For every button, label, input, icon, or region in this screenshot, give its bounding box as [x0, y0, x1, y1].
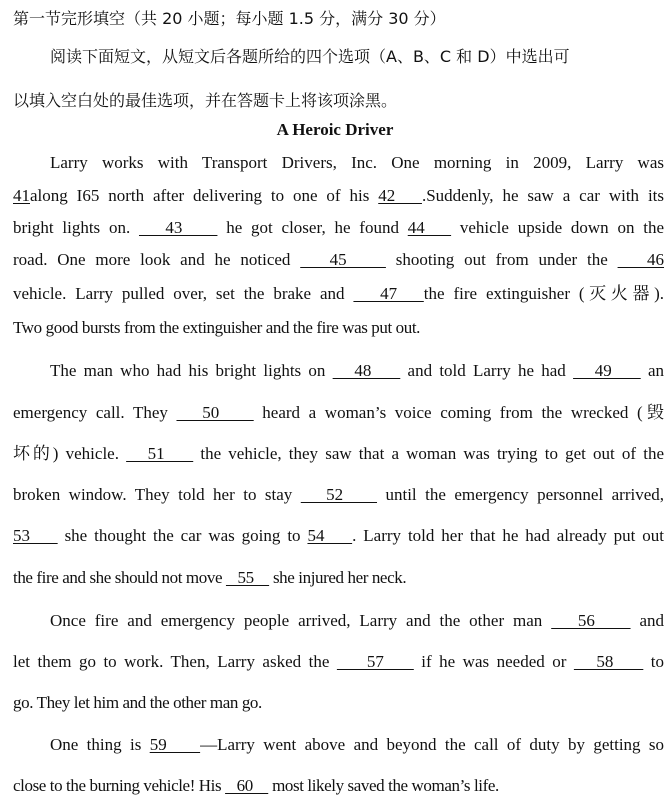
blank-48: 48 — [332, 361, 401, 380]
text: One thing is — [50, 735, 150, 754]
blank-56: 56 — [551, 611, 631, 630]
blank-49: 49 — [573, 361, 641, 380]
text: go. They let him and the other man go. — [13, 693, 262, 712]
p2-line-3 — [13, 443, 664, 465]
blank-43: 43 — [138, 218, 218, 237]
text: and told Larry he had — [400, 361, 574, 380]
text: and — [630, 611, 664, 630]
p3-line-2 — [13, 651, 664, 673]
text: the vehicle, they saw that a woman was trying to get out of the — [193, 444, 664, 463]
blank-60: 60 — [225, 776, 269, 795]
text: close to the burning vehicle! His — [13, 776, 226, 795]
text: until the emergency personnel arrived, — [377, 485, 665, 504]
p1-line-3 — [13, 217, 664, 239]
text: if he was needed or — [413, 652, 574, 671]
blank-53: 53 — [13, 526, 58, 545]
text: most likely saved the woman’s life. — [268, 776, 499, 795]
blank-52: 52 — [300, 485, 378, 504]
blank-47: 47 — [353, 284, 424, 303]
text: the fire and she should not move — [13, 568, 226, 587]
text: an — [640, 361, 665, 380]
text: Two good bursts from the extinguisher and the fire was put out. — [13, 318, 421, 337]
text: vehicle upside down on the — [451, 218, 664, 237]
instructions-line-1: 阅读下面短文，从短文后各题所给的四个选项（A、B、C 和 D）中选出可 — [50, 47, 570, 66]
section-header: 第一节完形填空（共 20 小题；每小题 1.5 分，满分 30 分） — [13, 9, 446, 28]
text: he got closer, he found — [217, 218, 408, 237]
blank-46: 46 — [617, 250, 665, 269]
text: vehicle. Larry pulled over, set the brake and — [13, 284, 354, 303]
blank-41: 41 — [13, 186, 30, 205]
p2-line-5 — [13, 525, 664, 547]
p4-line-1 — [50, 734, 664, 756]
text: heard a woman’s voice coming from the wrecked (毁 — [253, 403, 665, 422]
text: emergency call. They — [13, 403, 177, 422]
p4-line-2 — [13, 775, 499, 797]
p2-line-6 — [13, 567, 406, 589]
blank-58: 58 — [573, 652, 644, 671]
instructions-line-2: 以填入空白处的最佳选项，并在答题卡上将该项涂黑。 — [13, 91, 398, 110]
p2-line-4 — [13, 484, 664, 506]
p3-line-3 — [13, 692, 262, 714]
blank-54: 54 — [307, 526, 353, 545]
text: she injured her neck. — [269, 568, 407, 587]
p2-line-1 — [50, 360, 664, 382]
text: shooting out from under the — [385, 250, 618, 269]
blank-55: 55 — [225, 568, 270, 587]
text: Once fire and emergency people arrived, Larry and the other man — [50, 611, 552, 630]
blank-51: 51 — [126, 444, 194, 463]
text: . Larry told her that he had already put out — [352, 526, 665, 545]
blank-42: 42 — [378, 186, 422, 205]
text: broken window. They told her to stay — [13, 485, 301, 504]
text: let them go to work. Then, Larry asked the — [13, 652, 337, 671]
p2-line-2 — [13, 402, 664, 424]
text: she thought the car was going to — [57, 526, 308, 545]
text: The man who had his bright lights on — [50, 361, 333, 380]
blank-50: 50 — [176, 403, 254, 422]
text: the fire extinguisher (灭火器). — [423, 284, 665, 303]
p1-line-1 — [50, 152, 664, 174]
p1-line-4 — [13, 249, 664, 271]
text: 坏的) vehicle. — [13, 444, 127, 463]
passage-title: A Heroic Driver — [276, 120, 394, 139]
blank-59: 59 — [149, 735, 201, 754]
text: bright lights on. — [13, 218, 139, 237]
blank-57: 57 — [336, 652, 414, 671]
text: Larry works with Transport Drivers, Inc. One morning in 2009, Larry was — [50, 153, 664, 172]
p1-line-6 — [13, 317, 420, 339]
p3-line-1 — [50, 610, 664, 632]
text: along I65 north after delivering to one of his — [30, 186, 379, 205]
text: road. One more look and he noticed — [13, 250, 301, 269]
p1-line-5 — [13, 283, 664, 305]
text: to — [643, 652, 665, 671]
text: .Suddenly, he saw a car with its — [421, 186, 665, 205]
blank-45: 45 — [300, 250, 386, 269]
text: —Larry went above and beyond the call of duty by getting so — [200, 735, 665, 754]
p1-line-2 — [13, 185, 664, 207]
blank-44: 44 — [407, 218, 452, 237]
